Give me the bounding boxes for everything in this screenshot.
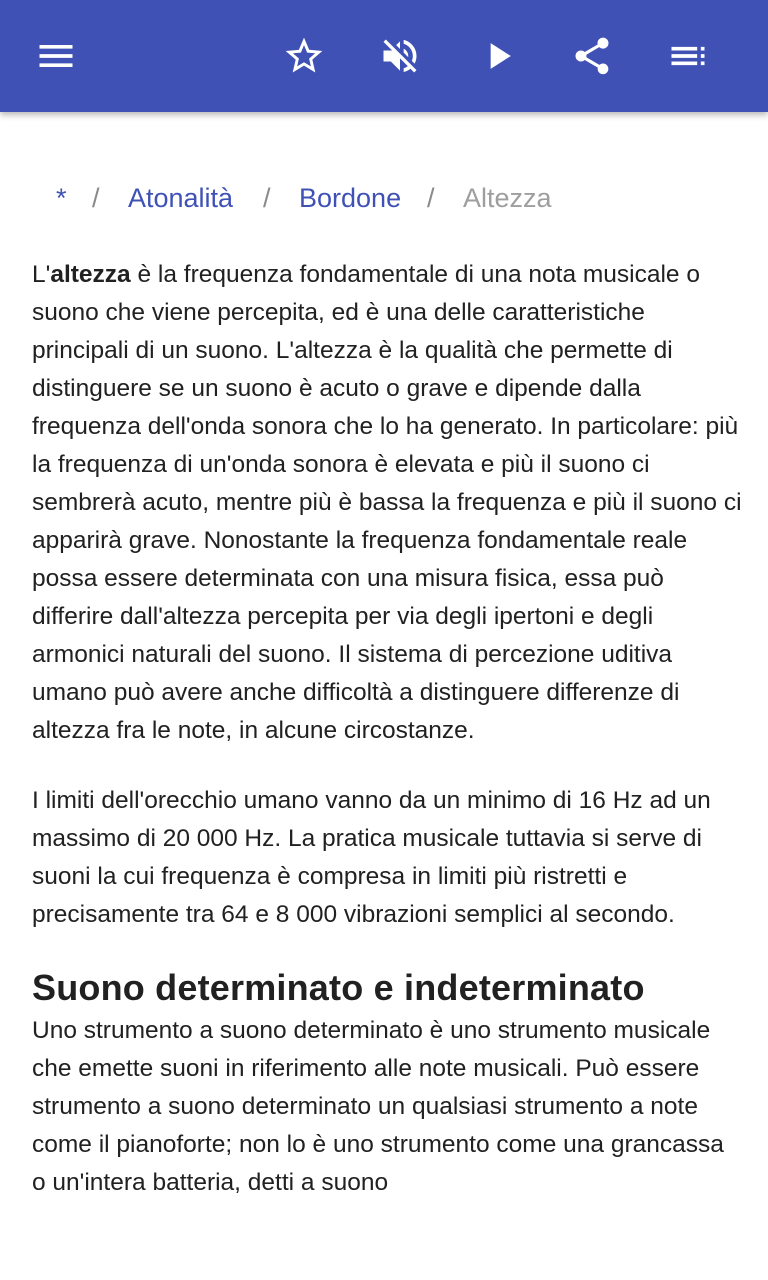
- breadcrumb-item-bordone[interactable]: Bordone: [299, 183, 402, 213]
- article-content: [0, 112, 768, 1280]
- favorite-button[interactable]: [272, 24, 336, 88]
- play-button[interactable]: [466, 24, 530, 88]
- menu-icon: [34, 34, 78, 78]
- intro-prefix: L': [32, 261, 51, 288]
- share-button[interactable]: [560, 24, 624, 88]
- mute-button[interactable]: [368, 24, 432, 88]
- app-toolbar: [0, 0, 768, 112]
- play-icon: [476, 34, 520, 78]
- breadcrumb-separator: /: [263, 183, 271, 213]
- intro-text: è la frequenza fondamentale di una nota musicale o suono che viene percepita, ed è una delle caratteristiche principali di un suono. L'altezza è la qualità che permette di distinguere se un suono è acuto o grave e dipende dalla frequenza dell'onda sonora che lo ha generato. In particolare: più la frequenza di un'onda sonora è elevata e più il suono ci sembrerà acuto, mentre più è bassa la frequenza e più il suono ci apparirà grave. Nonostante la frequenza fondamentale reale possa essere determinata con una misura fisica, essa può differire dall'altezza percepita per via degli ipertoni e degli armonici naturali del suono. Il sistema di percezione uditiva umano può avere anche difficoltà a distinguere differenze di altezza fra le note, in alcune circostanze.: [32, 261, 742, 744]
- frequency-limits-paragraph: I limiti dell'orecchio umano vanno da un minimo di 16 Hz ad un massimo di 20 000 Hz. La pratica musicale tuttavia si serve di suoni la cui frequenza è compresa in limiti più ristretti e precisamente tra 64 e 8 000 vibrazioni semplici al secondo.: [32, 787, 711, 928]
- article-term: altezza: [50, 261, 131, 288]
- table-of-contents-button[interactable]: [656, 24, 720, 88]
- volume-off-icon: [378, 34, 422, 78]
- section-heading: Suono determinato e indeterminato: [32, 967, 645, 1008]
- article-body: [32, 256, 744, 1234]
- breadcrumb-separator: /: [92, 183, 100, 213]
- intro-paragraph: [32, 256, 744, 750]
- menu-button[interactable]: [24, 24, 88, 88]
- star-outline-icon: [282, 34, 326, 78]
- breadcrumb-separator: /: [427, 183, 435, 213]
- section-paragraph: Uno strumento a suono determinato è uno strumento musicale che emette suoni in riferimento alle note musicali. Può essere strumento a suono determinato un qualsiasi strumento a note come il pianoforte; non lo è uno strumento come una grancassa o un'intera batteria, detti a suono: [32, 1017, 724, 1196]
- breadcrumb-current: Altezza: [463, 183, 552, 213]
- breadcrumb: [0, 180, 768, 220]
- breadcrumb-home-link[interactable]: *: [56, 183, 67, 213]
- breadcrumb-item-atonalita[interactable]: Atonalità: [128, 183, 234, 213]
- table-of-contents-icon: [666, 34, 710, 78]
- share-icon: [570, 34, 614, 78]
